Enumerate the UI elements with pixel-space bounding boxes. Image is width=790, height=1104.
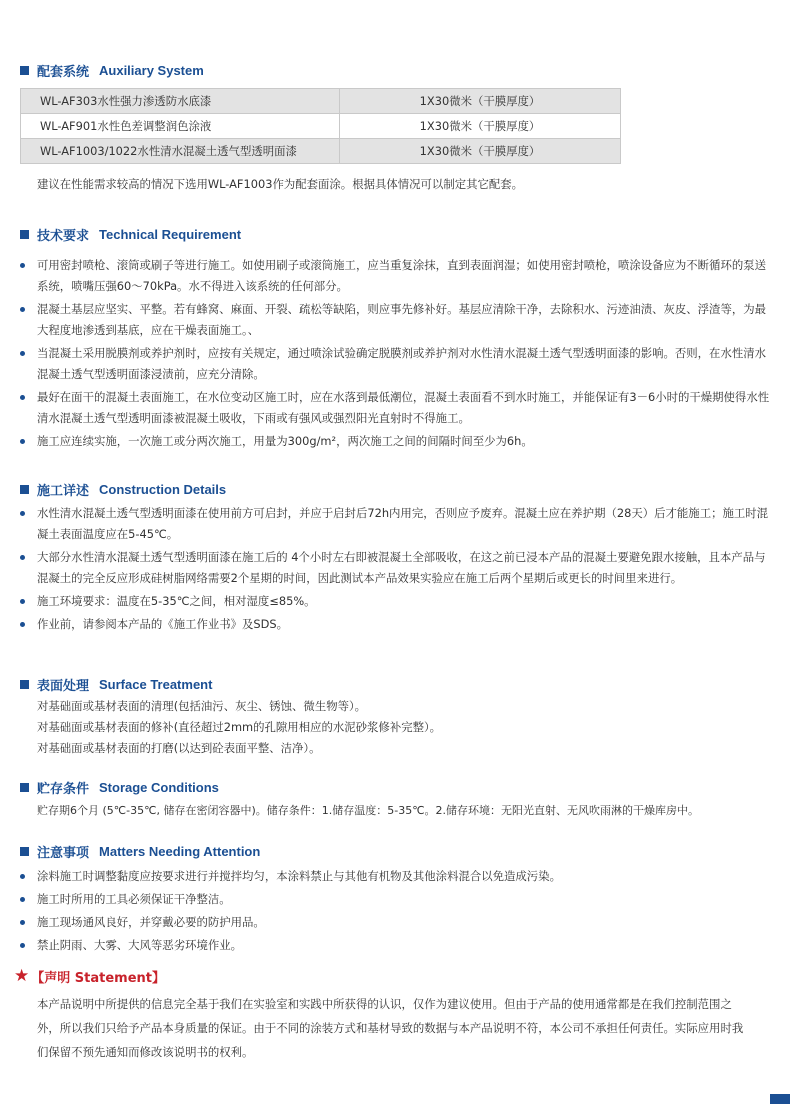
list-item xyxy=(20,866,770,887)
list-item-text: 作业前，请参阅本产品的《施工作业书》及SDS。 xyxy=(37,617,289,631)
storage-title-cn: 贮存条件 xyxy=(37,781,90,797)
attention-title-cn: 注意事项 xyxy=(37,845,90,861)
list-item xyxy=(20,299,770,341)
surface-line: 对基础面或基材表面的清理(包括油污、灰尘、锈蚀、微生物等）。 xyxy=(37,699,367,713)
list-item-text: 施工应连续实施，一次施工或分两次施工，用量为300g/m²，两次施工之间的间隔时间至少为6h。 xyxy=(37,434,533,448)
list-item xyxy=(20,591,770,612)
thickness-cell: 1X30微米（干膜厚度） xyxy=(340,139,621,164)
bullet-dot-icon xyxy=(20,511,25,516)
list-item xyxy=(20,431,770,452)
storage-section xyxy=(20,777,780,797)
thickness-cell: 1X30微米（干膜厚度） xyxy=(340,114,621,139)
bullet-dot-icon xyxy=(20,622,25,627)
bullet-dot-icon xyxy=(20,351,25,356)
technical-heading xyxy=(20,224,780,244)
list-item-text: 当混凝土采用脱膜剂或养护剂时，应按有关规定，通过喷涂试验确定脱膜剂或养护剂对水性清水混凝土透气型透明面漆的影响。否则，在水性清水混凝土透气型透明面漆浸渍前，应充分清除。 xyxy=(37,346,767,381)
square-bullet-icon xyxy=(20,680,29,689)
construction-heading xyxy=(20,479,780,499)
bullet-dot-icon xyxy=(20,395,25,400)
surface-line: 对基础面或基材表面的打磨(以达到砼表面平整、洁净）。 xyxy=(37,741,321,755)
bullet-dot-icon xyxy=(20,599,25,604)
list-item-text: 施工环境要求：温度在5-35℃之间，相对湿度≤85%。 xyxy=(37,594,316,608)
list-item-text: 混凝土基层应坚实、平整。若有蜂窝、麻面、开裂、疏松等缺陷，则应事先修补好。基层应清除干净，去除积水、污迹油渍、灰皮、浮渣等，为最大程度地渗透到基底，应在干燥表面施工。、 xyxy=(37,302,767,337)
construction-title-en: Construction Details xyxy=(99,481,227,497)
list-item xyxy=(20,503,770,545)
bullet-dot-icon xyxy=(20,920,25,925)
list-item-text: 最好在面干的混凝土表面施工，在水位变动区施工时，应在水落到最低潮位，混凝土表面看不到水时施工，并能保证有3－6小时的干燥期使得水性清水混凝土透气型透明面漆被混凝土吸收，下雨或有强风或强烈阳光直射时不得施工。 xyxy=(37,390,770,425)
auxiliary-title-cn: 配套系统 xyxy=(37,64,90,80)
bullet-dot-icon xyxy=(20,897,25,902)
thickness-cell: 1X30微米（干膜厚度） xyxy=(340,89,621,114)
statement-heading xyxy=(14,966,165,986)
list-item xyxy=(20,255,770,297)
statement-text: 本产品说明中所提供的信息完全基于我们在实验室和实践中所获得的认识，仅作为建议使用。但由于产品的使用通常都是在我们控制范围之外，所以我们只给予产品本身质量的保证。由于不同的涂装方式和基材导致的数据与本产品说明不符，本公司不承担任何责任。实际应用时我们保留不预先通知而修改该说明书的权利。 xyxy=(37,997,744,1059)
auxiliary-heading xyxy=(20,60,780,80)
product-name-cell: WL-AF303水性强力渗透防水底漆 xyxy=(21,89,340,114)
storage-text: 贮存期6个月 (5℃-35℃, 储存在密闭容器中)。储存条件：1.储存温度：5-35℃。2.储存环境：无阳光直射、无风吹雨淋的干燥库房中。 xyxy=(37,804,700,817)
technical-title-en: Technical Requirement xyxy=(99,226,242,242)
table-row xyxy=(21,89,621,114)
storage-title-en: Storage Conditions xyxy=(99,779,219,795)
auxiliary-table xyxy=(20,88,621,164)
bullet-dot-icon xyxy=(20,555,25,560)
product-name-cell: WL-AF901水性色差调整润色涂液 xyxy=(21,114,340,139)
statement-title: 【声明 Statement】 xyxy=(31,970,165,986)
technical-title-cn: 技术要求 xyxy=(37,228,90,244)
list-item-text: 施工现场通风良好，并穿戴必要的防护用品。 xyxy=(37,915,265,929)
attention-section xyxy=(20,841,780,861)
bullet-dot-icon xyxy=(20,874,25,879)
list-item xyxy=(20,547,770,589)
list-item-text: 大部分水性清水混凝土透气型透明面漆在施工后的 4个小时左右即被混凝土全部吸收，在这之前已浸本产品的混凝土要避免跟水接触，且本产品与混凝土的完全反应形成硅树脂网络需要2个星期的时间，因此测试本产品效果实验应在施工后两个星期后或更长的时间里来进行。 xyxy=(37,550,766,585)
list-item xyxy=(20,387,770,429)
surface-title-cn: 表面处理 xyxy=(37,678,90,694)
auxiliary-section xyxy=(20,60,780,80)
list-item-text: 可用密封喷枪、滚筒或刷子等进行施工。如使用刷子或滚筒施工，应当重复涂抹，直到表面润湿；如使用密封喷枪，喷涂设备应为不断循环的泵送系统，喷嘴压强60～70kPa。水不得进入该系统的任何部分。 xyxy=(37,258,767,293)
square-bullet-icon xyxy=(20,783,29,792)
surface-section xyxy=(20,674,780,694)
auxiliary-note: 建议在性能需求较高的情况下选用WL-AF1003作为配套面涂。根据具体情况可以制定其它配套。 xyxy=(37,177,524,191)
attention-list xyxy=(20,866,770,958)
table-row xyxy=(21,114,621,139)
list-item xyxy=(20,912,770,933)
attention-title-en: Matters Needing Attention xyxy=(99,843,261,859)
square-bullet-icon xyxy=(20,230,29,239)
technical-list xyxy=(20,255,770,454)
attention-heading xyxy=(20,841,780,861)
square-bullet-icon xyxy=(20,485,29,494)
bullet-dot-icon xyxy=(20,439,25,444)
list-item-text: 禁止阴雨、大雾、大风等恶劣环境作业。 xyxy=(37,938,243,952)
list-item-text: 施工时所用的工具必须保证干净整洁。 xyxy=(37,892,231,906)
construction-section xyxy=(20,479,780,499)
bullet-dot-icon xyxy=(20,307,25,312)
bullet-dot-icon xyxy=(20,943,25,948)
list-item xyxy=(20,343,770,385)
surface-line: 对基础面或基材表面的修补(直径超过2mm的孔隙用相应的水泥砂浆修补完整）。 xyxy=(37,720,442,734)
product-name-cell: WL-AF1003/1022水性清水混凝土透气型透明面漆 xyxy=(21,139,340,164)
list-item xyxy=(20,935,770,956)
square-bullet-icon xyxy=(20,847,29,856)
surface-lines xyxy=(37,696,777,759)
list-item-text: 水性清水混凝土透气型透明面漆在使用前方可启封，并应于启封后72h内用完，否则应予废弃。混凝土应在养护期（28天）后才能施工；施工时混凝土表面温度应在5-45℃。 xyxy=(37,506,769,541)
list-item xyxy=(20,614,770,635)
surface-heading xyxy=(20,674,780,694)
star-icon: ★ xyxy=(14,966,30,986)
auxiliary-title-en: Auxiliary System xyxy=(99,62,204,78)
list-item xyxy=(20,889,770,910)
construction-title-cn: 施工详述 xyxy=(37,483,90,499)
square-bullet-icon xyxy=(20,66,29,75)
page-corner-tab xyxy=(770,1094,790,1104)
table-row xyxy=(21,139,621,164)
technical-section xyxy=(20,224,780,244)
list-item-text: 涂料施工时调整黏度应按要求进行并搅拌均匀，本涂料禁止与其他有机物及其他涂料混合以免造成污染。 xyxy=(37,869,561,883)
bullet-dot-icon xyxy=(20,263,25,268)
surface-title-en: Surface Treatment xyxy=(99,676,213,692)
construction-list xyxy=(20,503,770,637)
storage-heading xyxy=(20,777,780,797)
